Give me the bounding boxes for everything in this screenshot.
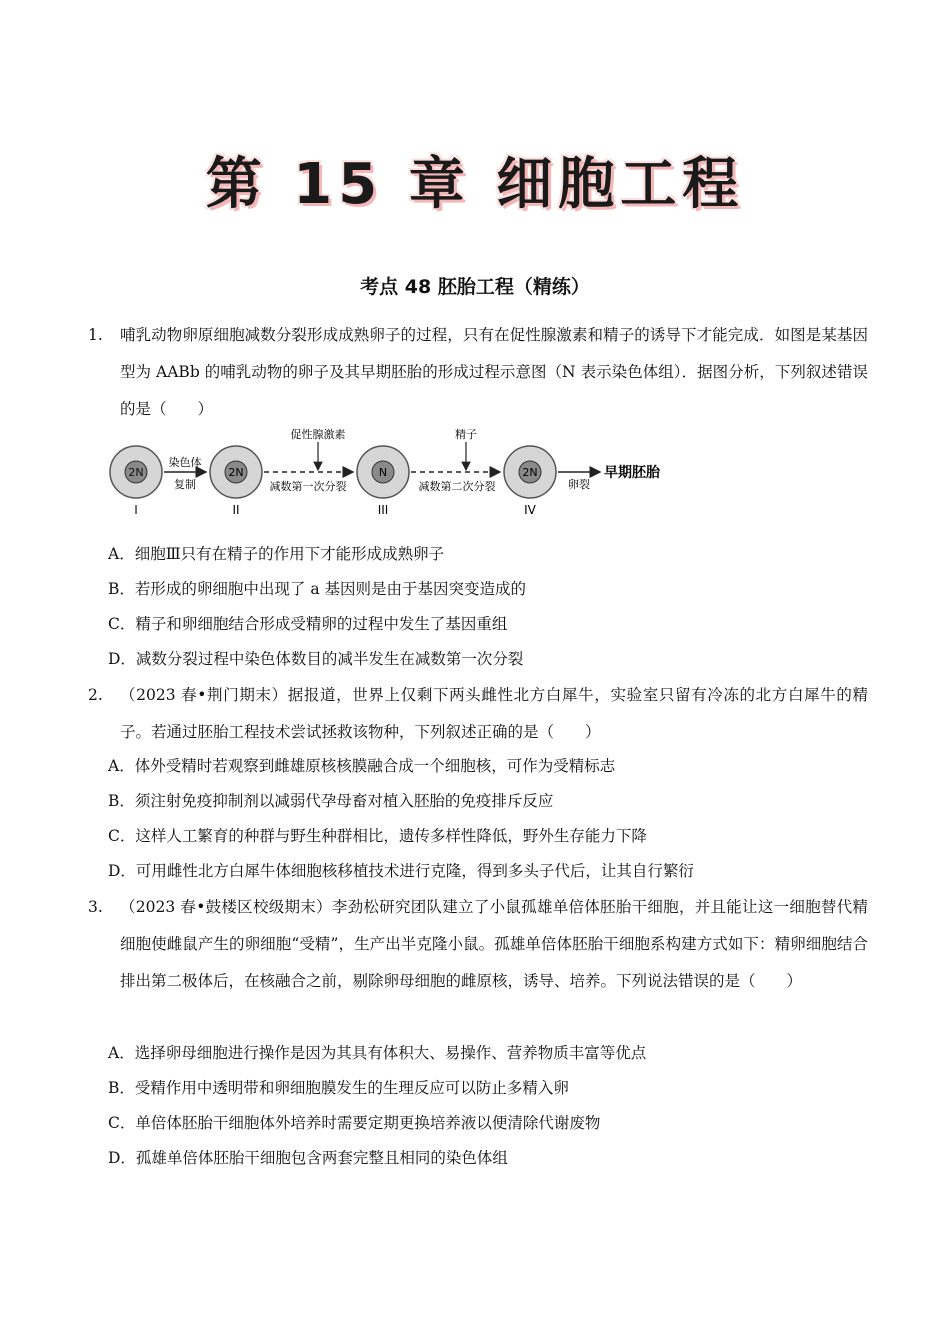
question-number: 3.: [88, 898, 103, 916]
cell-roman-label: IV: [524, 503, 536, 517]
cell-i: [110, 446, 162, 517]
step-label: 减数第二次分裂: [418, 480, 496, 493]
cell-roman-label: I: [134, 503, 138, 517]
question-stem: （2023 春•荆门期末）据报道，世界上仅剩下两头雌性北方白犀牛，实验室只留有冷冻的北方白犀牛的精子。若通过胚胎工程技术尝试拯救该物种，下列叙述正确的是（ ）: [120, 686, 868, 741]
question-number: 2.: [88, 686, 103, 704]
question-number: 1.: [88, 326, 103, 344]
option-b: B．受精作用中透明带和卵细胞膜发生的生理反应可以防止多精入卵: [108, 1079, 569, 1097]
section-title: 考点 48 胚胎工程（精练）: [360, 276, 590, 298]
option-a: A．细胞Ⅲ只有在精子的作用下才能形成成熟卵子: [108, 545, 445, 563]
step-label: 卵裂: [568, 478, 590, 491]
step-label: 复制: [174, 478, 196, 491]
question-1: [88, 317, 868, 428]
question-2: [88, 677, 868, 751]
cell-iii: [357, 446, 409, 517]
option-b: B．须注射免疫抑制剂以减弱代孕母畜对植入胚胎的免疫排斥反应: [108, 792, 554, 810]
cell-roman-label: III: [377, 503, 389, 517]
cell-ploidy-label: 2N: [128, 466, 144, 479]
step-label: 促性腺激素: [290, 428, 346, 441]
option-c: C．精子和卵细胞结合形成受精卵的过程中发生了基因重组: [108, 615, 508, 633]
cell-roman-label: II: [232, 503, 240, 517]
option-d: D．孤雄单倍体胚胎干细胞包含两套完整且相同的染色体组: [108, 1149, 508, 1167]
cell-ploidy-label: 2N: [228, 466, 244, 479]
cell-ploidy-label: N: [378, 466, 388, 479]
step-label: 减数第一次分裂: [269, 480, 347, 493]
question-stem: （2023 春•鼓楼区校级期末）李劲松研究团队建立了小鼠孤雄单倍体胚胎干细胞，并且能让这一细胞替代精细胞使雌鼠产生的卵细胞“受精”，生产出半克隆小鼠。孤雄单倍体胚胎干细胞系构建方式如下：精卵细胞结合排出第二极体后，在核融合之前，剔除卵母细胞的雌原核，诱导、培养。下列说法错误的是（ ）: [120, 898, 868, 990]
cell-iv: [504, 446, 556, 517]
step-label: 染色体: [168, 456, 202, 469]
chapter-title: 第 15 章 细胞工程: [205, 152, 745, 217]
cell-ii: [210, 446, 262, 517]
option-c: C．这样人工繁育的种群与野生种群相比，遗传多样性降低，野外生存能力下降: [108, 827, 647, 845]
option-d: D．减数分裂过程中染色体数目的减半发生在减数第一次分裂: [108, 650, 524, 668]
question-stem: 哺乳动物卵原细胞减数分裂形成成熟卵子的过程，只有在促性腺激素和精子的诱导下才能完成．如图是某基因型为 AABb 的哺乳动物的卵子及其早期胚胎的形成过程示意图（N 表示染色体组）．据图分析，下列叙述错误的是（ ）: [120, 326, 868, 418]
cell-ploidy-label: 2N: [522, 466, 538, 479]
option-d: D．可用雌性北方白犀牛体细胞核移植技术进行克隆，得到多头子代后，让其自行繁衍: [108, 862, 694, 880]
option-b: B．若形成的卵细胞中出现了 a 基因则是由于基因突变造成的: [108, 580, 526, 598]
oocyte-formation-diagram: [108, 428, 688, 528]
step-label: 精子: [455, 428, 477, 441]
option-a: A．体外受精时若观察到雌雄原核核膜融合成一个细胞核，可作为受精标志: [108, 757, 616, 775]
question-3: [88, 889, 868, 1000]
option-a: A．选择卵母细胞进行操作是因为其具有体积大、易操作、营养物质丰富等优点: [108, 1044, 647, 1062]
option-c: C．单倍体胚胎干细胞体外培养时需要定期更换培养液以便清除代谢废物: [108, 1114, 601, 1132]
diagram-svg: [108, 428, 688, 528]
early-embryo-label: 早期胚胎: [604, 465, 660, 481]
